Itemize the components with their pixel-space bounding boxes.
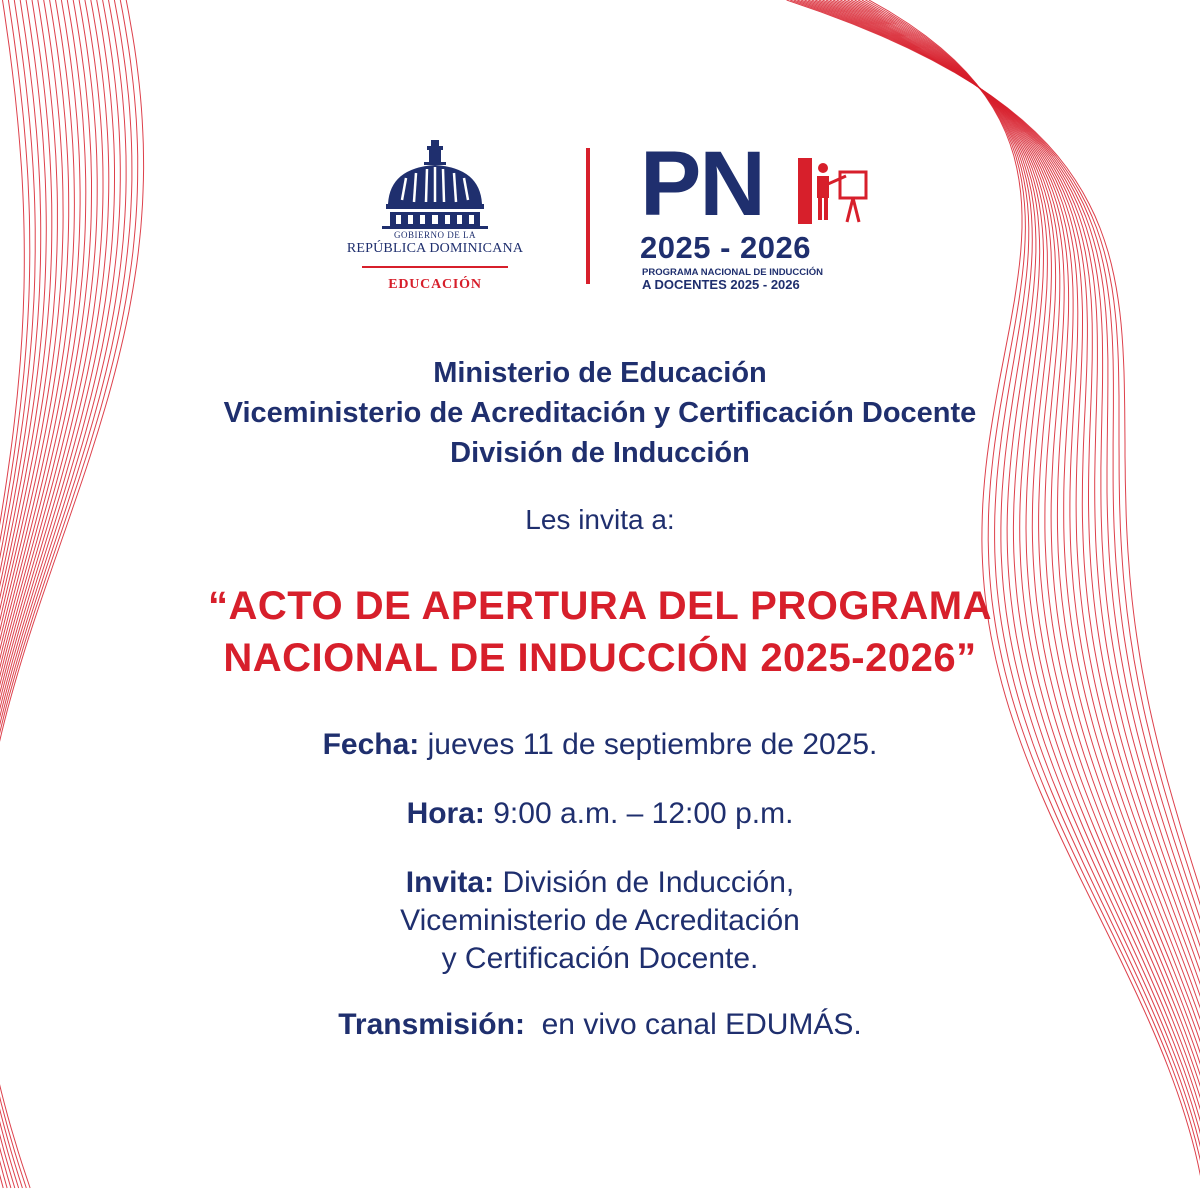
event-title-line-2: NACIONAL DE INDUCCIÓN 2025-2026”	[223, 636, 977, 680]
gov-line-1: GOBIERNO DE LA	[394, 230, 476, 240]
host-value-2: Viceministerio de Acreditación	[400, 904, 800, 937]
teacher-presentation-icon	[814, 154, 870, 224]
gov-line-2: REPÚBLICA DOMINICANA	[346, 241, 524, 256]
pni-i-bar	[798, 158, 812, 224]
host-value-1: División de Inducción,	[502, 866, 795, 899]
date-row	[0, 726, 1200, 764]
pni-logo	[640, 133, 880, 300]
time-row	[0, 795, 1200, 833]
logo-separator	[586, 148, 590, 284]
org-vice-ministry: Viceministerio de Acreditación y Certificación Docente	[223, 397, 977, 429]
host-row	[0, 864, 1200, 902]
host-label: Invita:	[405, 866, 495, 899]
gov-ministry-label: EDUCACIÓN	[388, 277, 482, 292]
invitation-text: Les invita a:	[525, 504, 675, 535]
logo-divider-rule	[362, 266, 508, 268]
org-division: División de Inducción	[450, 437, 750, 469]
host-value-3: y Certificación Docente.	[441, 942, 759, 975]
pni-subtitle-1: PROGRAMA NACIONAL DE INDUCCIÓN	[642, 267, 824, 278]
pni-years: 2025 - 2026	[640, 230, 811, 265]
government-education-logo	[330, 138, 540, 298]
time-value: 9:00 a.m. – 12:00 p.m.	[493, 797, 794, 830]
capitol-dome-icon	[330, 138, 540, 230]
broadcast-row	[0, 1006, 1200, 1044]
pni-subtitle-2: A DOCENTES 2025 - 2026	[642, 277, 800, 292]
org-ministry: Ministerio de Educación	[433, 357, 767, 389]
date-label: Fecha:	[322, 728, 420, 761]
pni-letters: PN	[640, 133, 764, 235]
time-label: Hora:	[406, 797, 485, 830]
broadcast-label: Transmisión:	[338, 1008, 525, 1041]
date-value: jueves 11 de septiembre de 2025.	[427, 728, 878, 761]
broadcast-value: en vivo canal EDUMÁS.	[541, 1008, 862, 1041]
event-title-line-1: “ACTO DE APERTURA DEL PROGRAMA	[208, 584, 992, 628]
